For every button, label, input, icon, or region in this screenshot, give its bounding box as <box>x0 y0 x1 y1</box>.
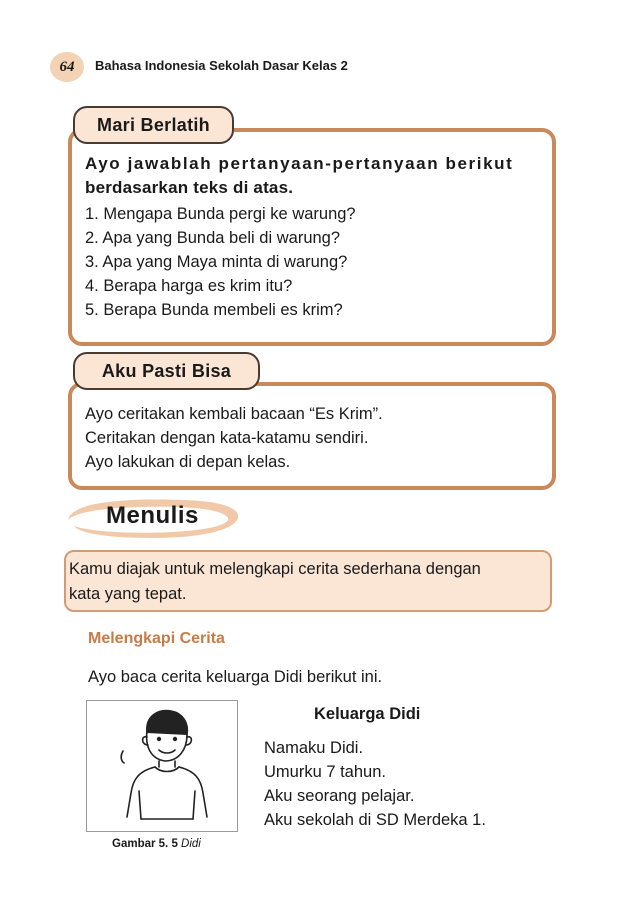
question-item: 2. Apa yang Bunda beli di warung? <box>85 229 341 247</box>
menulis-title: Menulis <box>106 502 199 529</box>
menulis-intro-text <box>69 557 547 607</box>
mari-berlatih-instruction <box>85 152 535 200</box>
instruction-line-2: berdasarkan teks di atas. <box>85 178 294 197</box>
intro-line: Kamu diajak untuk melengkapi cerita sederhana dengan <box>69 560 481 578</box>
intro-line: kata yang tepat. <box>69 585 187 603</box>
aku-pasti-bisa-text <box>85 402 383 474</box>
story-line: Umurku 7 tahun. <box>264 763 386 781</box>
story-line: Aku sekolah di SD Merdeka 1. <box>264 811 486 829</box>
caption-label: Gambar 5. 5 <box>112 838 178 850</box>
story-text <box>264 736 486 832</box>
figure-caption <box>112 838 201 850</box>
mari-berlatih-tab <box>73 106 234 144</box>
instruction-line: Ceritakan dengan kata-katamu sendiri. <box>85 429 369 447</box>
instruction-line-1: Ayo jawablah pertanyaan-pertanyaan berikut <box>85 154 514 173</box>
section-heading: Melengkapi Cerita <box>88 630 225 647</box>
read-prompt: Ayo baca cerita keluarga Didi berikut ini. <box>88 668 383 686</box>
story-line: Namaku Didi. <box>264 739 364 757</box>
question-item: 5. Berapa Bunda membeli es krim? <box>85 301 343 319</box>
question-item: 4. Berapa harga es krim itu? <box>85 277 293 295</box>
mari-berlatih-label: Mari Berlatih <box>97 114 210 135</box>
story-line: Aku seorang pelajar. <box>264 787 415 805</box>
caption-name: Didi <box>181 838 201 850</box>
figure-didi <box>86 700 238 832</box>
aku-pasti-bisa-tab <box>73 352 260 390</box>
page-number: 64 <box>59 58 75 75</box>
question-item: 3. Apa yang Maya minta di warung? <box>85 253 348 271</box>
page-number-badge <box>50 52 84 82</box>
instruction-line: Ayo lakukan di depan kelas. <box>85 453 291 471</box>
boy-illustration <box>87 701 237 831</box>
book-title: Bahasa Indonesia Sekolah Dasar Kelas 2 <box>95 58 348 73</box>
instruction-line: Ayo ceritakan kembali bacaan “Es Krim”. <box>85 405 383 423</box>
story-title: Keluarga Didi <box>314 705 421 723</box>
question-list <box>85 202 356 322</box>
aku-pasti-bisa-label: Aku Pasti Bisa <box>101 360 232 381</box>
question-item: 1. Mengapa Bunda pergi ke warung? <box>85 205 356 223</box>
